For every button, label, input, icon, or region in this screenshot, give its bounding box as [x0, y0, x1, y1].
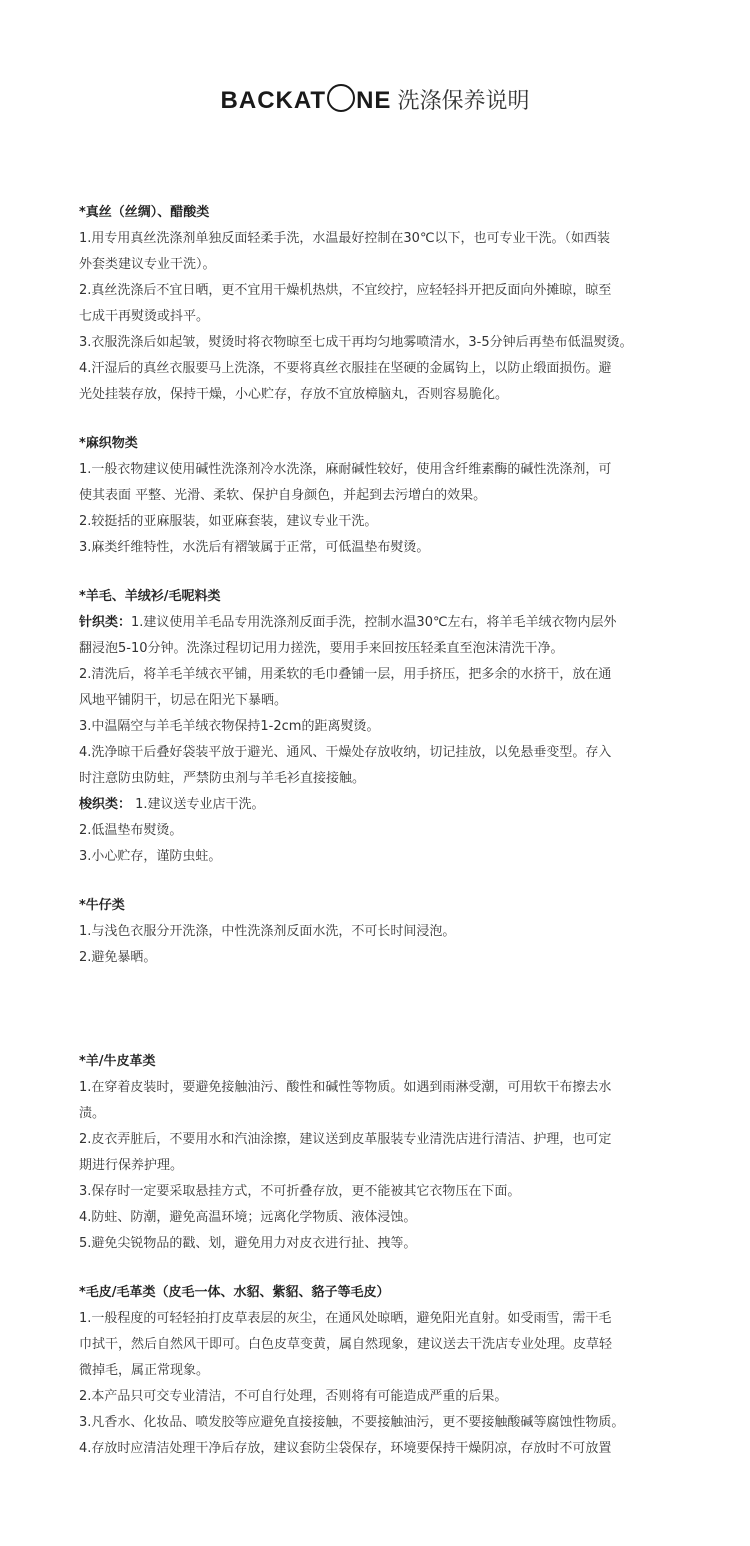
- text-line: 1.在穿着皮装时，要避免接触油污、酸性和碱性等物质。如遇到雨淋受潮，可用软干布擦去水: [79, 1080, 612, 1095]
- text-line: 5.避免尖锐物品的戳、划，避免用力对皮衣进行扯、拽等。: [79, 1236, 417, 1251]
- text-line: 3.麻类纤维特性，水洗后有褶皱属于正常，可低温垫布熨烫。: [79, 540, 430, 555]
- text-line: 2.清洗后，将羊毛羊绒衣平铺，用柔软的毛巾叠铺一层，用手挤压，把多余的水挤干，放在通: [79, 667, 612, 682]
- section-leather: [79, 1049, 679, 1257]
- knit-first-line: 1.建议使用羊毛品专用洗涤剂反面手洗，控制水温30℃左右，将羊毛羊绒衣物内层外: [131, 615, 617, 630]
- text-line: 风地平铺阴干，切忌在阳光下暴晒。: [79, 693, 288, 708]
- text-line: 微掉毛，属正常现象。: [79, 1363, 210, 1378]
- section-title: *真丝（丝绸）、醋酸类: [79, 205, 210, 220]
- section-title: *羊毛、羊绒衫/毛呢料类: [79, 589, 221, 604]
- text-line: 巾拭干，然后自然风干即可。白色皮草变黄，属自然现象，建议送去干洗店专业处理。皮草轻: [79, 1337, 613, 1352]
- section-wool: [79, 584, 679, 870]
- text-line: 1.一般程度的可轻轻拍打皮草表层的灰尘，在通风处晾晒，避免阳光直射。如受雨雪，需干毛: [79, 1311, 612, 1326]
- care-instructions: [79, 200, 679, 1485]
- text-line: 2.本产品只可交专业清洁，不可自行处理，否则将有可能造成严重的后果。: [79, 1389, 508, 1404]
- section-title: *麻织物类: [79, 436, 138, 451]
- text-line: 1.用专用真丝洗涤剂单独反面轻柔手洗，水温最好控制在30℃以下，也可专业干洗。（如西装: [79, 231, 611, 246]
- text-line: 4.洗净晾干后叠好袋装平放于避光、通风、干燥处存放收纳，切记挂放，以免悬垂变型。存入: [79, 745, 612, 760]
- text-line: 翻浸泡5-10分钟。洗涤过程切记用力搓洗，要用手来回按压轻柔直至泡沫清洗干净。: [79, 641, 564, 656]
- brand-logo: BACKAT NE: [221, 84, 392, 115]
- text-line: 期进行保养护理。: [79, 1158, 184, 1173]
- section-fur: [79, 1280, 679, 1462]
- text-line: 2.真丝洗涤后不宜日晒，更不宜用干燥机热烘，不宜绞拧，应轻轻抖开把反面向外摊晾，晾至: [79, 283, 612, 298]
- text-line: 光处挂装存放，保持干燥，小心贮存，存放不宜放樟脑丸，否则容易脆化。: [79, 387, 509, 402]
- page-title: 洗涤保养说明: [397, 89, 530, 114]
- section-title: *羊/牛皮革类: [79, 1054, 156, 1069]
- text-line: 2.较挺括的亚麻服装，如亚麻套装，建议专业干洗。: [79, 514, 378, 529]
- text-line: 3.凡香水、化妆品、喷发胶等应避免直接接触，不要接触油污，更不要接触酸碱等腐蚀性物质。: [79, 1415, 625, 1430]
- text-line: 3.小心贮存，谨防虫蛀。: [79, 849, 222, 864]
- text-line: 七成干再熨烫或抖平。: [79, 309, 210, 324]
- text-line: 1.一般衣物建议使用碱性洗涤剂冷水洗涤，麻耐碱性较好，使用含纤维素酶的碱性洗涤剂，可: [79, 462, 612, 477]
- section-denim: [79, 893, 679, 971]
- section-title: *毛皮/毛革类（皮毛一体、水貂、紫貂、貉子等毛皮）: [79, 1285, 390, 1300]
- section-silk: [79, 200, 679, 408]
- text-line: 4.防蛀、防潮，避免高温环境；远离化学物质、液体浸蚀。: [79, 1210, 417, 1225]
- text-line: 2.皮衣弄脏后，不要用水和汽油涂擦，建议送到皮革服装专业清洗店进行清洁、护理，也可定: [79, 1132, 612, 1147]
- text-line: 3.保存时一定要采取悬挂方式，不可折叠存放，更不能被其它衣物压在下面。: [79, 1184, 521, 1199]
- text-line: 渍。: [79, 1106, 106, 1121]
- text-line: [79, 792, 679, 818]
- section-linen: [79, 431, 679, 561]
- woven-label: 梭织类：: [79, 797, 132, 812]
- text-line: 4.汗湿后的真丝衣服要马上洗涤，不要将真丝衣服挂在坚硬的金属钩上，以防止缎面损伤。避: [79, 361, 612, 376]
- text-line: [79, 610, 679, 636]
- text-line: 2.避免暴晒。: [79, 950, 157, 965]
- text-line: 4.存放时应清洁处理干净后存放，建议套防尘袋保存，环境要保持干燥阴凉，存放时不可放置: [79, 1441, 612, 1456]
- text-line: 外套类建议专业干洗）。: [79, 257, 216, 272]
- woven-first-line: 1.建议送专业店干洗。: [131, 797, 265, 812]
- text-line: 3.衣服洗涤后如起皱，熨烫时将衣物晾至七成干再均匀地雾喷清水，3-5分钟后再垫布低温熨烫。: [79, 335, 633, 350]
- text-line: 使其表面 平整、光滑、柔软、保护自身颜色，并起到去污增白的效果。: [79, 488, 487, 503]
- text-line: 时注意防虫防蛀，严禁防虫剂与羊毛衫直接接触。: [79, 771, 366, 786]
- text-line: 2.低温垫布熨烫。: [79, 823, 183, 838]
- logo-ring-icon: [327, 84, 355, 112]
- brand-header: [0, 84, 750, 115]
- section-title: *牛仔类: [79, 898, 125, 913]
- text-line: 1.与浅色衣服分开洗涤，中性洗涤剂反面水洗，不可长时间浸泡。: [79, 924, 456, 939]
- knit-label: 针织类：: [79, 615, 132, 630]
- text-line: 3.中温隔空与羊毛羊绒衣物保持1-2cm的距离熨烫。: [79, 719, 380, 734]
